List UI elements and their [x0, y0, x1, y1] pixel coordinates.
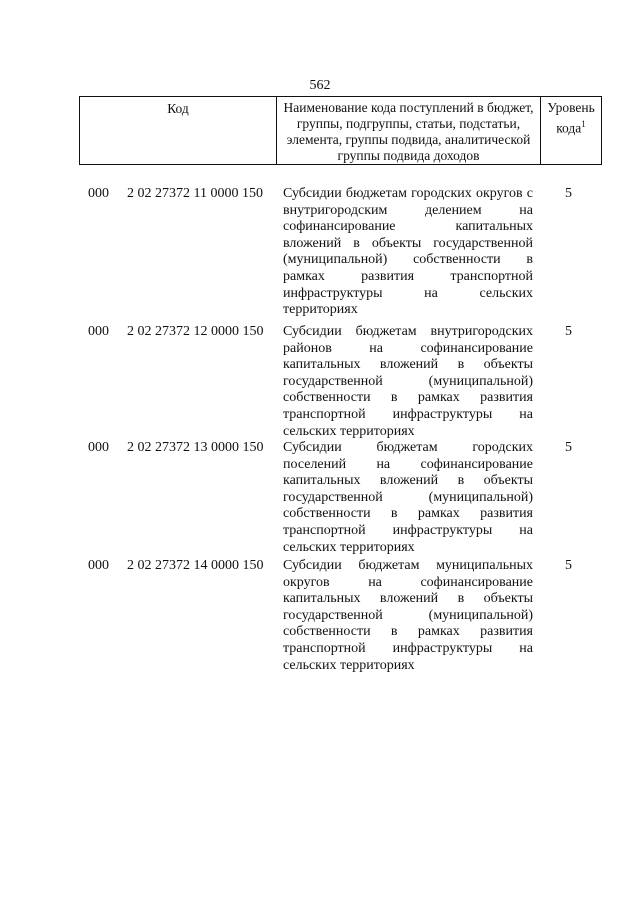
- table-row: [0, 558, 640, 676]
- code-list: [0, 186, 640, 676]
- row-admin-code: 000: [88, 324, 109, 339]
- row-level: 5: [565, 440, 572, 455]
- row-admin-code: 000: [88, 558, 109, 573]
- table-row: [0, 186, 640, 324]
- header-code: Код: [80, 97, 277, 165]
- row-code: 2 02 27372 11 0000 150: [127, 186, 263, 201]
- row-code: 2 02 27372 13 0000 150: [127, 440, 264, 455]
- row-level: 5: [565, 186, 572, 201]
- row-level: 5: [565, 558, 572, 573]
- row-code: 2 02 27372 12 0000 150: [127, 324, 264, 339]
- table-row: [0, 440, 640, 558]
- header-level-label: Уровень кода: [547, 100, 595, 136]
- row-level: 5: [565, 324, 572, 339]
- row-admin-code: 000: [88, 440, 109, 455]
- row-description: Субсидии бюджетам внутригородских районов на софинансирование капитальных вложений в объекты государственной (муниципальной) собственности в рамках развития транспортной инфраструктуры на сельских территориях: [283, 324, 533, 439]
- table-row: [0, 324, 640, 440]
- header-level: [541, 97, 602, 165]
- row-code: 2 02 27372 14 0000 150: [127, 558, 264, 573]
- header-level-footnote: 1: [581, 119, 586, 129]
- row-description: Субсидии бюджетам городских поселений на софинансирование капитальных вложений в объекты государственной (муниципальной) собственности в рамках развития транспортной инфраструктуры на сельских территориях: [283, 440, 533, 555]
- row-description: Субсидии бюджетам муниципальных округов на софинансирование капитальных вложений в объекты государственной (муниципальной) собственности в рамках развития транспортной инфраструктуры на сельских территориях: [283, 558, 533, 673]
- row-description: Субсидии бюджетам городских округов с внутригородским делением на софинансирование капитальных вложений в объекты государственной (муниципальной) собственности в рамках развития транспортной инфраструктуры на сельских территориях: [283, 186, 533, 318]
- page-number: 562: [309, 78, 331, 93]
- table-header: [79, 96, 602, 165]
- header-name: Наименование кода поступлений в бюджет, группы, подгруппы, статьи, подстатьи, элемента, группы подвида, аналитической группы подвида доходов: [277, 97, 541, 165]
- row-admin-code: 000: [88, 186, 109, 201]
